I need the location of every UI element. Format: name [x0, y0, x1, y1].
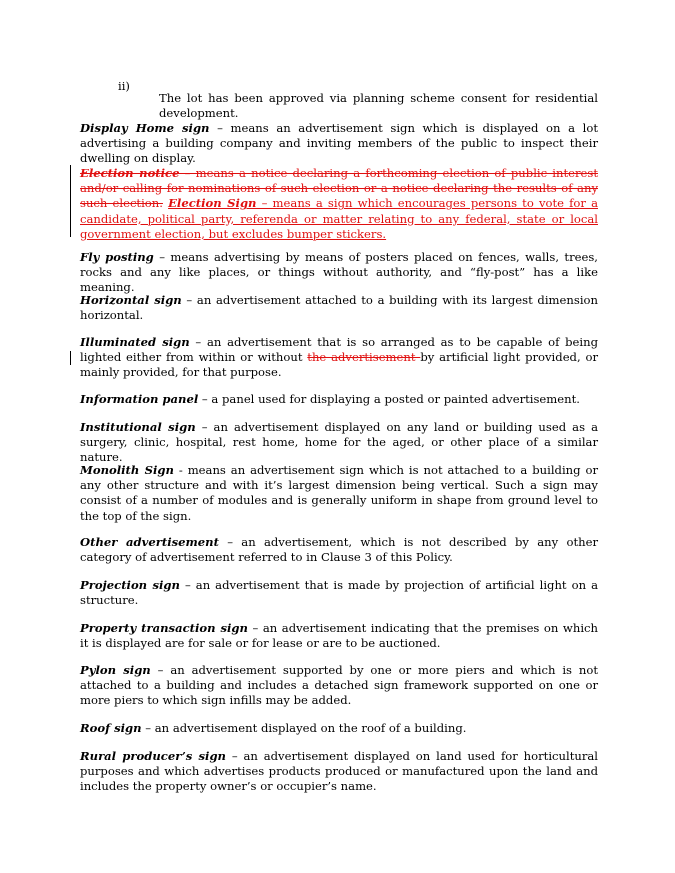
- definition-term: Projection sign: [80, 578, 180, 592]
- definition-pylon-sign: [80, 663, 598, 709]
- definition-term: Roof sign: [80, 721, 142, 735]
- definition-property-transaction-sign: [80, 621, 598, 651]
- definition-text: – means advertising by means of posters placed on fences, walls, trees, rocks and any like places, or things without authority, and “fly-post” has a like meaning.: [80, 250, 598, 295]
- definition-term: Fly posting: [80, 250, 154, 264]
- inserted-text: – means a sign which encourages persons to vote for a candidate, political party, referenda or matter relating to any federal, state or local government election, but excludes bumper stickers.: [80, 196, 598, 241]
- definition-projection-sign: [80, 578, 598, 608]
- definition-term: Monolith Sign: [80, 463, 174, 477]
- definition-text: – an advertisement, which is not described by any other category of advertisement referred to in Clause 3 of this Policy.: [80, 535, 598, 565]
- definition-election-sign: [80, 166, 598, 242]
- revision-bar: [70, 165, 71, 237]
- definition-term: Illuminated sign: [80, 335, 190, 349]
- deleted-text: – means a notice declaring a forthcoming election of public interest and/or calling for nominations of such election or a notice declaring the results of any such election.: [80, 166, 598, 211]
- definition-other-advertisement: [80, 535, 598, 565]
- definition-term: Institutional sign: [80, 420, 196, 434]
- definition-illuminated-sign: [80, 335, 598, 381]
- list-numeral: ii): [118, 79, 130, 93]
- definition-fly-posting: [80, 250, 598, 296]
- definition-monolith-sign: [80, 463, 598, 524]
- inserted-term: Election Sign: [168, 196, 257, 211]
- definition-text: – an advertisement indicating that the premises on which it is displayed are for sale or for lease or are to be auctioned.: [80, 621, 598, 651]
- definition-term: Rural producer’s sign: [80, 749, 226, 763]
- definition-text: – a panel used for displaying a posted or painted advertisement.: [198, 392, 580, 406]
- definition-term: Pylon sign: [80, 663, 151, 677]
- definition-roof-sign: [80, 721, 598, 736]
- revision-bar: [70, 351, 71, 365]
- definition-text: – an advertisement displayed on any land or building used as a surgery, clinic, hospital, rest home, home for the aged, or other place of a similar nature.: [80, 420, 598, 465]
- list-item-text: The lot has been approved via planning scheme consent for residential development.: [159, 90, 598, 120]
- definition-text: by artificial light provided, or mainly provided, for that purpose.: [80, 350, 598, 380]
- definition-text: – an advertisement displayed on the roof of a building.: [141, 721, 467, 735]
- definition-text: – an advertisement that is made by projection of artificial light on a structure.: [80, 578, 598, 608]
- definition-term: Other advertisement: [80, 535, 219, 549]
- definition-text: - means an advertisement sign which is not attached to a building or any other structure and with it’s largest dimension being vertical. Such a sign may consist of a number of modules and is generally uniform in shape from ground level to the top of the sign.: [80, 463, 599, 523]
- definition-rural-producers-sign: [80, 749, 598, 795]
- definition-term: Property transaction sign: [80, 621, 248, 635]
- definition-institutional-sign: [80, 420, 598, 466]
- definition-horizontal-sign: [80, 293, 598, 323]
- definition-text: – an advertisement supported by one or more piers and which is not attached to a building and includes a detached sign framework supported on one or more piers to which sign infills may be added.: [80, 663, 598, 708]
- definition-term: Display Home sign: [80, 121, 210, 135]
- definition-text: – an advertisement displayed on land used for horticultural purposes and which advertises products produced or manufactured upon the land and includes the property owner’s or occupier’s name.: [80, 749, 598, 794]
- deleted-term: Election notice: [80, 166, 180, 180]
- definition-text: – an advertisement attached to a building with its largest dimension horizontal.: [80, 293, 598, 323]
- definition-text: – an advertisement that is so arranged as to be capable of being lighted either from within or without: [80, 335, 598, 365]
- definition-term: Information panel: [80, 392, 199, 406]
- definition-term: Horizontal sign: [80, 293, 182, 307]
- definition-text: – means an advertisement sign which is displayed on a lot advertising a building company and inviting members of the public to inspect their dwelling on display.: [80, 121, 598, 166]
- deleted-text: the advertisement: [307, 350, 421, 365]
- definition-information-panel: [80, 392, 598, 407]
- definition-display-home-sign: [80, 121, 598, 167]
